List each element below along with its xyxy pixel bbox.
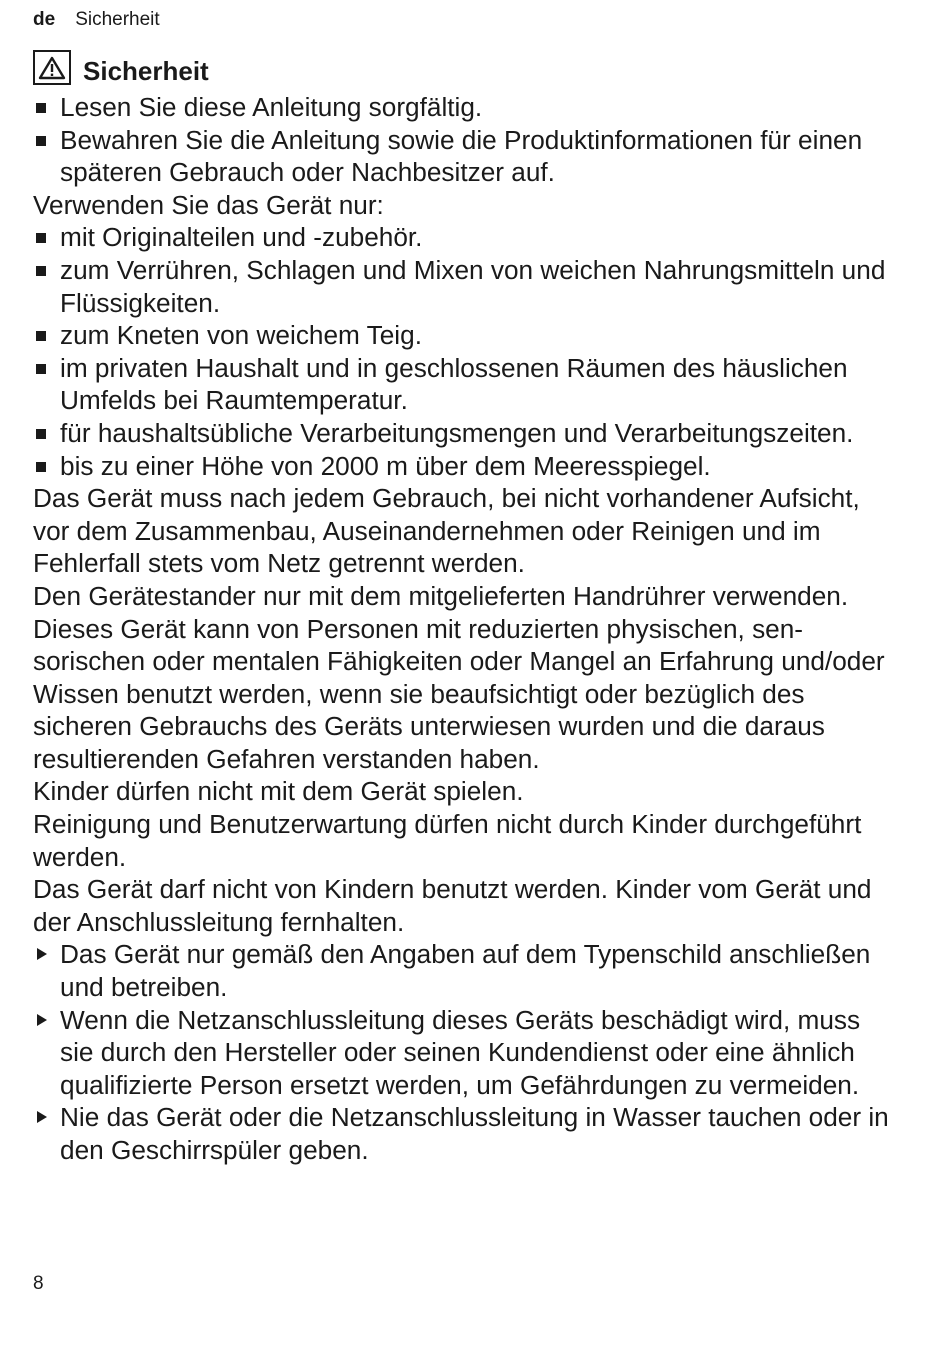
square-bullet-icon — [36, 331, 46, 341]
instruction-item: Nie das Gerät oder die Netzanschlussleitung in Wasser tauchen oder in den Geschirrspüler geben. — [33, 1101, 893, 1166]
warning-triangle-icon — [33, 50, 71, 85]
paragraph: Reinigung und Benutzerwartung dürfen nicht durch Kinder durchgeführt werden. — [33, 809, 862, 872]
paragraph: Das Gerät darf nicht von Kindern benutzt werden. Kinder vom Gerät und der Anschlussleitung fernhalten. — [33, 874, 872, 937]
paragraph: Den Gerätestander nur mit dem mitgelieferten Handrührer verwenden. — [33, 580, 849, 611]
page-header — [33, 9, 160, 31]
page-number: 8 — [33, 1273, 44, 1294]
square-bullet-icon — [36, 103, 46, 113]
list-item: im privaten Haushalt und in geschlossenen Räumen des häuslichen Umfelds bei Raumtemperatur. — [33, 352, 893, 417]
triangle-arrow-icon — [37, 1014, 47, 1026]
square-bullet-icon — [36, 136, 46, 146]
list-item: mit Originalteilen und -zubehör. — [33, 221, 893, 254]
instruction-list — [33, 938, 893, 1166]
paragraph: Dieses Gerät kann von Personen mit reduzierten physischen, sensorischen oder mentalen Fähigkeiten oder Mangel an Erfahrung und/oder Wissen benutzt werden, wenn sie beaufsichtigt oder bezüglich des sicheren Gebrauchs des Geräts unterwiesen wurden und die daraus resultierenden Gefahren verstanden haben. — [33, 613, 885, 774]
list-item: bis zu einer Höhe von 2000 m über dem Meeresspiegel. — [33, 450, 893, 483]
square-bullet-icon — [36, 266, 46, 276]
safety-content — [33, 91, 893, 1167]
list-item: Lesen Sie diese Anleitung sorgfältig. — [33, 91, 893, 124]
reading-bullet-list — [33, 91, 893, 189]
instruction-item: Das Gerät nur gemäß den Angaben auf dem Typenschild anschließen und betreiben. — [33, 938, 893, 1003]
list-item: für haushaltsübliche Verarbeitungsmengen und Verarbeitungszeiten. — [33, 417, 893, 450]
section-title: Sicherheit — [83, 56, 209, 86]
section-heading — [33, 48, 209, 87]
list-item: zum Verrühren, Schlagen und Mixen von weichen Nahrungsmitteln und Flüssigkeiten. — [33, 254, 893, 319]
square-bullet-icon — [36, 462, 46, 472]
triangle-arrow-icon — [37, 948, 47, 960]
running-section-title: Sicherheit — [75, 9, 160, 30]
square-bullet-icon — [36, 233, 46, 243]
language-code: de — [33, 9, 56, 30]
usage-bullet-list — [33, 221, 893, 482]
square-bullet-icon — [36, 429, 46, 439]
paragraph: Das Gerät muss nach jedem Gebrauch, bei nicht vorhandener Aufsicht, vor dem Zusammenbau, Auseinandernehmen oder Reinigen und im Fehlerfall stets vom Netz getrennt werden. — [33, 483, 860, 579]
list-item: Bewahren Sie die Anleitung sowie die Produktinformationen für einen späteren Gebrauch oder Nachbesitzer auf. — [33, 124, 893, 189]
paragraph: Kinder dürfen nicht mit dem Gerät spielen. — [33, 776, 524, 807]
square-bullet-icon — [36, 364, 46, 374]
list-item: zum Kneten von weichem Teig. — [33, 319, 893, 352]
instruction-item: Wenn die Netzanschlussleitung dieses Geräts beschädigt wird, muss sie durch den Hersteller oder seinen Kundendienst oder eine ähnlich qualifizierte Person ersetzt werden, um Gefährdungen zu vermeiden. — [33, 1004, 893, 1102]
triangle-arrow-icon — [37, 1111, 47, 1123]
usage-intro: Verwenden Sie das Gerät nur: — [33, 189, 384, 220]
